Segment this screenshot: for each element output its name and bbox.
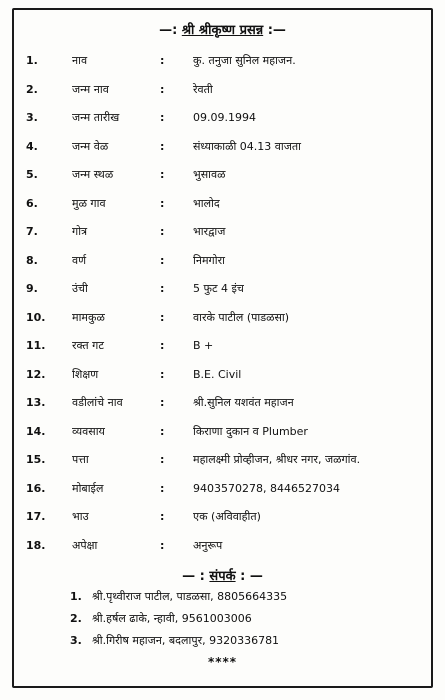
row-value: B.E. Civil xyxy=(193,367,242,381)
detail-row xyxy=(0,389,445,418)
contact-text: श्री.हर्षल ढाके, न्हावी, 9561003006 xyxy=(92,612,252,625)
row-label: नाव xyxy=(72,54,88,67)
row-number: 10. xyxy=(26,310,46,324)
footer-stars: **** xyxy=(207,655,238,669)
row-colon: : xyxy=(160,82,165,96)
row-colon: : xyxy=(160,196,165,210)
row-number: 16. xyxy=(26,481,46,495)
row-number: 5. xyxy=(26,168,38,181)
row-colon: : xyxy=(160,367,165,381)
row-value: 9403570278, 8446527034 xyxy=(193,481,340,495)
row-label: व्यवसाय xyxy=(72,424,105,438)
title-text: श्री श्रीकृष्ण प्रसन्न xyxy=(181,23,264,38)
row-colon: : xyxy=(160,339,165,352)
detail-row xyxy=(0,446,445,475)
contact-title-text: संपर्क xyxy=(209,569,236,584)
row-number: 14. xyxy=(26,424,46,438)
row-label: वडीलांचे नाव xyxy=(72,396,123,409)
detail-row xyxy=(0,247,445,276)
row-value: भालोद xyxy=(193,196,220,210)
row-number: 3. xyxy=(26,111,38,124)
contact-heading xyxy=(0,566,445,584)
page-title xyxy=(0,20,445,38)
row-number: 4. xyxy=(26,139,38,153)
row-number: 1. xyxy=(26,54,38,67)
detail-row xyxy=(0,190,445,219)
row-colon: : xyxy=(160,453,165,466)
row-label: जन्म नाव xyxy=(72,82,109,96)
row-number: 18. xyxy=(26,538,46,552)
contact-item xyxy=(70,608,287,630)
detail-row xyxy=(0,47,445,76)
row-value: निमगोरा xyxy=(193,253,225,267)
contact-number: 2. xyxy=(70,612,82,625)
row-label: अपेक्षा xyxy=(72,538,98,552)
row-value: भुसावळ xyxy=(193,168,226,181)
row-value: रेवती xyxy=(193,82,213,96)
row-number: 12. xyxy=(26,367,46,381)
row-value: 09.09.1994 xyxy=(193,111,256,124)
row-label: भाउ xyxy=(72,510,89,523)
detail-row xyxy=(0,104,445,133)
row-number: 7. xyxy=(26,225,38,238)
row-label: वर्ण xyxy=(72,253,87,267)
contact-item xyxy=(70,586,287,608)
row-value: किराणा दुकान व Plumber xyxy=(193,424,308,438)
row-label: जन्म तारीख xyxy=(72,111,120,124)
row-value: कु. तनुजा सुनिल महाजन. xyxy=(193,54,296,67)
row-colon: : xyxy=(160,396,165,409)
row-number: 8. xyxy=(26,253,38,267)
row-colon: : xyxy=(160,510,165,523)
detail-row xyxy=(0,218,445,247)
detail-row xyxy=(0,275,445,304)
row-colon: : xyxy=(160,168,165,181)
title-prefix: —: xyxy=(159,23,178,38)
row-value: वारके पाटील (पाडळसा) xyxy=(193,310,290,324)
title-suffix: :— xyxy=(267,23,286,38)
contact-prefix: — : xyxy=(182,569,205,584)
row-number: 9. xyxy=(26,282,38,295)
detail-row xyxy=(0,475,445,504)
row-colon: : xyxy=(160,54,165,67)
row-value: श्री.सुनिल यशवंत महाजन xyxy=(193,396,294,409)
detail-row xyxy=(0,532,445,561)
row-label: रक्त गट xyxy=(72,339,104,352)
row-number: 13. xyxy=(26,396,46,409)
detail-row xyxy=(0,161,445,190)
row-value: महालक्ष्मी प्रोव्हीजन, श्रीधर नगर, जळगांव. xyxy=(193,453,361,466)
row-label: गोत्र xyxy=(72,225,88,238)
row-number: 2. xyxy=(26,82,38,96)
detail-row xyxy=(0,332,445,361)
row-label: मामकुळ xyxy=(72,310,105,324)
row-label: उंची xyxy=(72,282,88,295)
detail-row xyxy=(0,133,445,162)
contact-text: श्री.पृथ्वीराज पाटील, पाडळसा, 8805664335 xyxy=(92,590,288,603)
row-value: B + xyxy=(193,339,214,352)
row-colon: : xyxy=(160,139,165,153)
row-colon: : xyxy=(160,424,165,438)
row-colon: : xyxy=(160,538,165,552)
contact-text: श्री.गिरीष महाजन, बदलापुर, 9320336781 xyxy=(92,634,280,647)
row-number: 17. xyxy=(26,510,46,523)
row-colon: : xyxy=(160,481,165,495)
row-colon: : xyxy=(160,111,165,124)
detail-row xyxy=(0,76,445,105)
contact-suffix: : — xyxy=(240,569,263,584)
row-value: संध्याकाळी 04.13 वाजता xyxy=(193,139,302,153)
row-number: 6. xyxy=(26,196,38,210)
details-list xyxy=(0,47,445,560)
detail-row xyxy=(0,418,445,447)
row-value: अनुरूप xyxy=(193,538,223,552)
row-colon: : xyxy=(160,282,165,295)
row-label: पत्ता xyxy=(72,453,89,466)
row-label: मोबाईल xyxy=(72,481,104,495)
row-value: 5 फुट 4 इंच xyxy=(193,282,244,295)
row-label: जन्म स्थळ xyxy=(72,168,114,181)
detail-row xyxy=(0,361,445,390)
row-colon: : xyxy=(160,225,165,238)
row-label: जन्म वेळ xyxy=(72,139,109,153)
detail-row xyxy=(0,503,445,532)
row-label: शिक्षण xyxy=(72,367,99,381)
detail-row xyxy=(0,304,445,333)
contact-item xyxy=(70,630,287,652)
contact-number: 1. xyxy=(70,590,82,603)
row-number: 11. xyxy=(26,339,46,352)
row-number: 15. xyxy=(26,453,46,466)
contact-list xyxy=(70,586,287,652)
row-label: मुळ गाव xyxy=(72,196,106,210)
row-value: एक (अविवाहीत) xyxy=(193,510,261,523)
contact-number: 3. xyxy=(70,634,82,647)
row-colon: : xyxy=(160,253,165,267)
row-colon: : xyxy=(160,310,165,324)
row-value: भारद्वाज xyxy=(193,225,226,238)
